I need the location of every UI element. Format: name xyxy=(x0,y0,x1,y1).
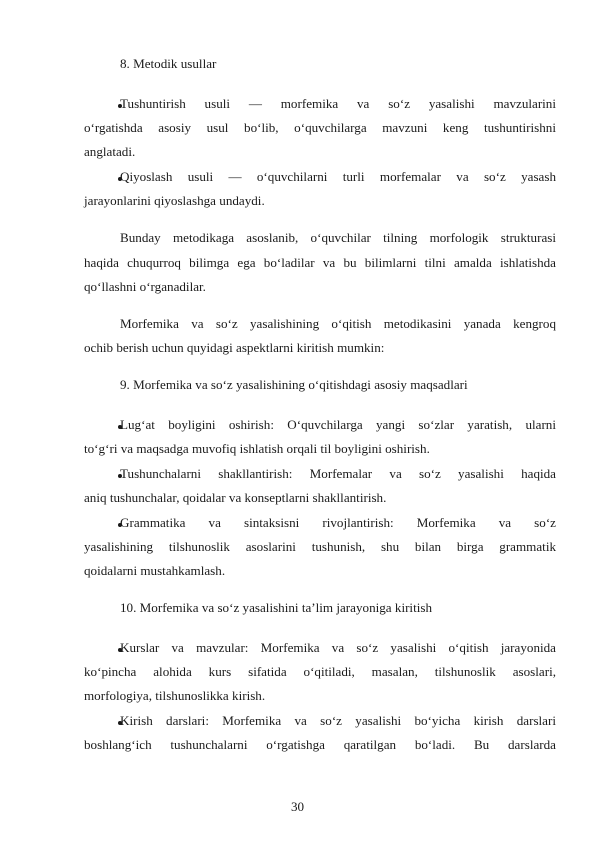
bullet-text-line: morfologiya, tilshunoslikka kirish. xyxy=(84,688,266,703)
bullet-text-line: to‘g‘ri va maqsadga muvofiq ishlatish orqali til boyligini oshirish. xyxy=(84,441,430,456)
bullet-text-line: Tushuntirish usuli — morfemika va so‘z yasalishi mavzularini xyxy=(120,96,556,111)
section-heading-10: 10. Morfemika va so‘z yasalishini ta’lim jarayoniga kiritish xyxy=(120,600,432,615)
paragraph-line: Bunday metodikaga asoslanib, o‘quvchilar tilning morfologik strukturasi xyxy=(120,230,556,245)
bullet-text-line: jarayonlarini qiyoslashga undaydi. xyxy=(84,193,265,208)
bullet-text-line: Kirish darslari: Morfemika va so‘z yasalishi bo‘yicha kirish darslari xyxy=(120,713,556,728)
bullet-text-line: Kurslar va mavzular: Morfemika va so‘z yasalishi o‘qitish jarayonida xyxy=(120,640,556,655)
bullet-text-line: Qiyoslash usuli — o‘quvchilarni turli morfemalar va so‘z yasash xyxy=(120,169,556,184)
paragraph-line: Morfemika va so‘z yasalishining o‘qitish metodikasini yanada kengroq xyxy=(120,316,556,331)
bullet-text-line: Grammatika va sintaksisni rivojlantirish: Morfemika va so‘z xyxy=(120,515,556,530)
bullet-text-line: Lug‘at boyligini oshirish: O‘quvchilarga yangi so‘zlar yaratish, ularni xyxy=(120,417,556,432)
paragraph-line: haqida chuqurroq bilimga ega bo‘ladilar va bu bilimlarni tilni amalda ishlatishda xyxy=(84,255,556,270)
bullet-text-line: o‘rgatishda asosiy usul bo‘lib, o‘quvchilarga mavzuni keng tushuntirishni xyxy=(84,120,556,135)
bullet-text-line: anglatadi. xyxy=(84,144,136,159)
bullet-text-line: aniq tushunchalar, qoidalar va konseptlarni shakllantirish. xyxy=(84,490,387,505)
paragraph-line: ochib berish uchun quyidagi aspektlarni kiritish mumkin: xyxy=(84,340,385,355)
page-number: 30 xyxy=(290,799,305,814)
bullet-text-line: Tushunchalarni shakllantirish: Morfemalar va so‘z yasalishi haqida xyxy=(120,466,556,481)
section-heading-9: 9. Morfemika va so‘z yasalishining o‘qitishdagi asosiy maqsadlari xyxy=(120,377,468,392)
bullet-text-line: boshlang‘ich tushunchalarni o‘rgatishga qaratilgan bo‘ladi. Bu darslarda xyxy=(84,737,556,752)
section-heading-8: 8. Metodik usullar xyxy=(120,56,217,71)
bullet-text-line: ko‘pincha alohida kurs sifatida o‘qitiladi, masalan, tilshunoslik asoslari, xyxy=(84,664,556,679)
paragraph-line: qo‘llashni o‘rganadilar. xyxy=(84,279,206,294)
bullet-text-line: yasalishining tilshunoslik asoslarini tushunish, shu bilan birga grammatik xyxy=(84,539,556,554)
bullet-text-line: qoidalarni mustahkamlash. xyxy=(84,563,226,578)
